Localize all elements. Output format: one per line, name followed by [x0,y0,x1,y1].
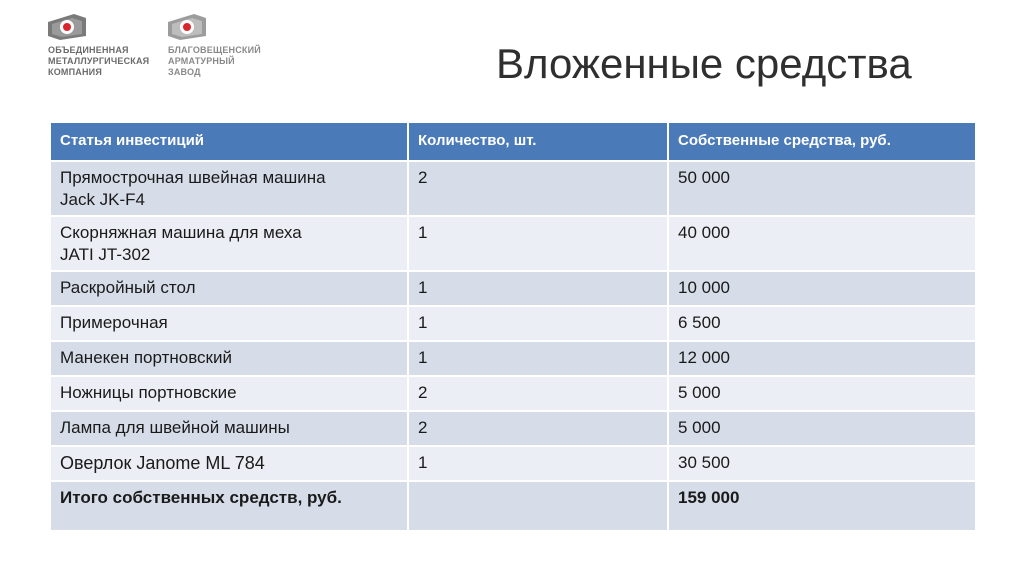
total-label: Итого собственных средств, руб. [50,481,408,531]
item-cell [50,216,408,271]
amount-cell: 40 000 [668,216,976,271]
item-cell: Примерочная [50,306,408,341]
column-header-amount: Собственные средства, руб. [668,122,976,161]
amount-cell: 5 000 [668,376,976,411]
table-row [50,271,976,306]
amount-cell: 30 500 [668,446,976,481]
omk-logo-line: КОМПАНИЯ [48,67,102,77]
omk-logo-text [48,45,149,78]
quantity-cell: 2 [408,376,668,411]
quantity-cell: 1 [408,341,668,376]
omk-logo-line: МЕТАЛЛУРГИЧЕСКАЯ [48,56,150,66]
item-model-line: JATI JT-302 [60,245,151,264]
table-row [50,216,976,271]
omk-logo-line: ОБЪЕДИНЕННАЯ [48,45,129,55]
amount-cell: 5 000 [668,411,976,446]
column-header-quantity: Количество, шт. [408,122,668,161]
omk-logo-icon [48,14,86,40]
total-quantity-cell [408,481,668,531]
table-row [50,341,976,376]
quantity-cell: 2 [408,161,668,216]
item-cell: Раскройный стол [50,271,408,306]
column-header-item: Статья инвестиций [50,122,408,161]
item-name-line: Скорняжная машина для меха [60,223,302,242]
amount-cell: 50 000 [668,161,976,216]
quantity-cell: 1 [408,446,668,481]
table-row [50,446,976,481]
table-row [50,306,976,341]
amount-cell: 6 500 [668,306,976,341]
baz-logo-icon [168,14,206,40]
table-row [50,411,976,446]
company-logo-omk [48,14,149,78]
table-row [50,161,976,216]
item-name-line: Прямострочная швейная машина [60,168,326,187]
quantity-cell: 1 [408,306,668,341]
item-cell: Лампа для швейной машины [50,411,408,446]
amount-cell: 10 000 [668,271,976,306]
baz-logo-line: АРМАТУРНЫЙ [168,56,235,66]
item-model-line: Jack JK-F4 [60,190,146,209]
quantity-cell: 1 [408,271,668,306]
quantity-cell: 1 [408,216,668,271]
baz-logo-text [168,45,261,78]
baz-logo-line: ЗАВОД [168,67,201,77]
item-cell: Манекен портновский [50,341,408,376]
amount-cell: 12 000 [668,341,976,376]
total-amount: 159 000 [668,481,976,531]
item-cell [50,161,408,216]
table-row [50,376,976,411]
baz-logo-line: БЛАГОВЕЩЕНСКИЙ [168,45,261,55]
table-header-row [50,122,976,161]
item-cell: Ножницы портновские [50,376,408,411]
investment-table [49,121,977,532]
total-row [50,481,976,531]
quantity-cell: 2 [408,411,668,446]
company-logo-baz [168,14,261,78]
item-cell: Оверлок Janome ML 784 [50,446,408,481]
page-title: Вложенные средства [496,40,912,87]
